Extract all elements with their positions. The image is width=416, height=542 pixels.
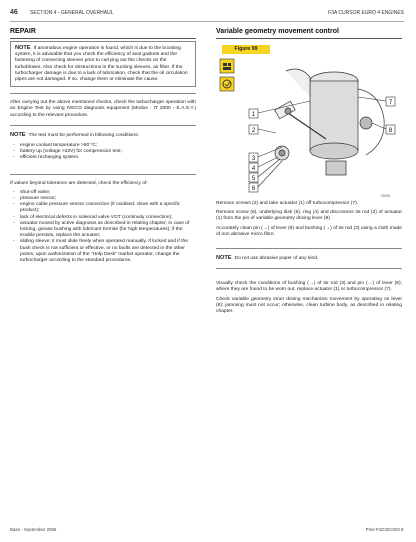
list-item: - sliding sleeve; it must slide freely when operated manually. If locked and if the bush check is not sufficient or effective, or no faults are detected in the other points, upon authorization of the "Help Desk" market operator, change the turbocharger according to the standard procedures. [20, 239, 196, 264]
note-box-lubrication [10, 41, 196, 87]
list-item: - lack of electrical defects in solenoid valve VGT (continuity connection); [20, 215, 196, 221]
instruction-3: Accurately clean pin (→) of lever (8) and bushing (→) of tie rod (3) using a cloth made of non abrasive micro fibre. [216, 225, 402, 237]
instruction-4: Visually check the conditions of bushing (→) of tie rod (3) and pin (→) of lever (8); where they are found to be worn out, replace actuator (1) or turbocompressor (7). [216, 281, 402, 293]
callout-7 [358, 97, 395, 106]
instruction-5: Check variable geometry inner driving mechanism movement by operating on lever (8); jamming must not occur; otherwise, clean turbine body, as described in relating chapter. [216, 296, 402, 315]
svg-text:1: 1 [251, 112, 256, 118]
callout-2 [249, 125, 276, 134]
section-title: SECTION 4 - GENERAL OVERHAUL [30, 10, 114, 16]
list-item: - actuator moved by active diagnosis as described in relating chapter; in case of locking, grease bushing with lubricant Kernite (for high temperatures); if the trouble persists, replace the actuator; [20, 221, 196, 240]
svg-text:8: 8 [388, 128, 393, 134]
vgt-heading: Variable geometry movement control [216, 26, 402, 39]
list-item: - engine coolant temperature >50 ºC; [20, 143, 196, 149]
svg-text:7: 7 [388, 100, 393, 106]
right-column [216, 26, 402, 318]
engine-test-text: After carrying out the above mentioned checks, check the turbocharger operation with an Engine Test by using IVECO diagnosis equipment (Modus - IT 2000 - E.A.S.Y.) according to the relevant procedure. [10, 100, 196, 118]
note-test-conditions [10, 132, 196, 162]
list-item: - efficient recharging system. [20, 155, 196, 161]
conditions-list [10, 143, 196, 162]
figure-99 [216, 41, 402, 201]
left-column [10, 26, 196, 264]
repair-heading: REPAIR [10, 26, 196, 39]
divider [10, 174, 196, 175]
divider [10, 125, 196, 126]
page-number: 46 [10, 9, 18, 16]
list-item: - battery up (voltage >22V) for compression test; [20, 149, 196, 155]
list-item: - shut-off valve; [20, 190, 196, 196]
parts-icon [220, 59, 234, 73]
svg-text:6: 6 [251, 186, 256, 192]
note-test-text: The test must be performed in following conditions: [28, 132, 139, 138]
svg-text:3: 3 [251, 156, 256, 162]
note-abrasive [216, 255, 402, 262]
figure-code: 73005 [380, 194, 390, 198]
list-item: - pressure sensor; [20, 196, 196, 202]
footer-print-code: Print P1D32C003 E [365, 527, 404, 532]
actuator-diagram [216, 41, 402, 201]
checks-list [10, 190, 196, 264]
note-text: If anomalous engine operation is found, which is due to the boosting system, it is advisable that you check the efficiency of seal gaskets and the fastening of connecting sleeves prior to carrying out the checks on the turboblower. Also check for obstructions in the sucking sleeves, air filter. If the turbocharger damage is due to a lack of lubrication, check that the oil circulation pipes are not damaged. If so, change them or eliminate the cause. [15, 46, 188, 83]
page-header [10, 9, 404, 21]
footer-date: Base - September 2006 [10, 527, 57, 532]
header-divider [10, 21, 404, 22]
note-abrasive-text: Do not use abrasive paper of any kind. [234, 256, 319, 262]
figure-label: Figure 99 [222, 45, 270, 54]
svg-text:2: 2 [251, 128, 256, 134]
divider [10, 93, 196, 94]
svg-text:4: 4 [251, 166, 256, 172]
divider [216, 268, 402, 269]
engine-title: F3A CURSOR EURO 4 ENGINES [328, 10, 404, 16]
note-label: NOTE [15, 45, 31, 51]
svg-text:5: 5 [251, 176, 256, 182]
removal-instructions [216, 201, 402, 238]
inspection-instructions [216, 281, 402, 315]
tolerance-checks [10, 181, 196, 265]
note-label: NOTE [216, 255, 232, 262]
tolerance-intro: If values beyond tolerance are detected, check the efficiency of: [10, 180, 148, 186]
instruction-2: Remove screw (6), underlying disk (5), ring (4) and disconnect tie rod (3) of actuator (1) from the pin of variable geometry driving lever (8). [216, 210, 402, 222]
divider [216, 248, 402, 249]
note-label: NOTE [10, 131, 26, 138]
list-item: - engine cable pressure sensor connection (if oxidised, clean with a specific product); [20, 202, 196, 214]
instruction-1: Remove screws (2) and take actuator (1) off turbocompressor (7). [216, 201, 359, 206]
tool-disassemble-icon [220, 77, 234, 91]
test-paragraph [10, 100, 196, 119]
